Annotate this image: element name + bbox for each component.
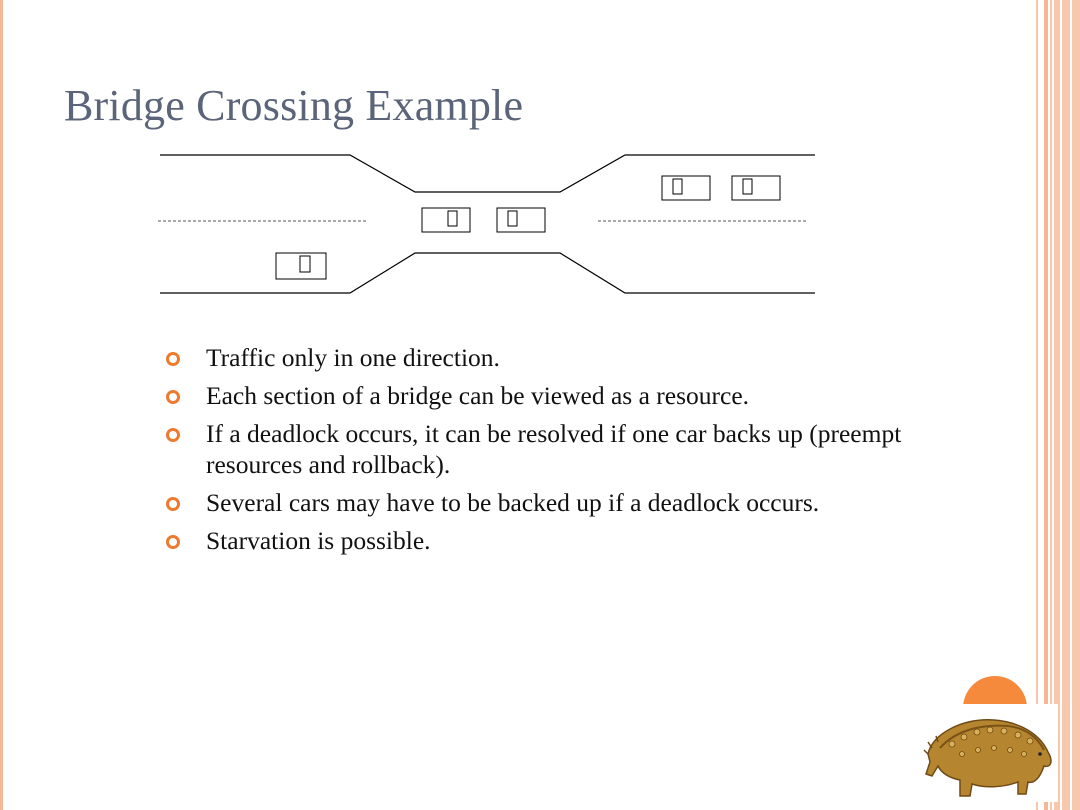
bullet-text: Traffic only in one direction. (206, 343, 500, 372)
bullet-item (166, 342, 956, 373)
bullet-text: Each section of a bridge can be viewed as a resource. (206, 381, 750, 410)
bullet-text: Starvation is possible. (206, 526, 431, 555)
ring-bullet-icon (166, 352, 180, 366)
car-icon (662, 176, 710, 200)
car-icon (732, 176, 780, 200)
right-decorative-stripes (1036, 0, 1080, 810)
bullet-item (166, 418, 956, 480)
bridge-diagram (150, 145, 830, 305)
ring-bullet-icon (166, 535, 180, 549)
left-border-stripe (0, 0, 3, 810)
road-top-edge (160, 155, 815, 192)
bullet-list (166, 342, 956, 563)
car-icon (497, 208, 545, 232)
dinosaur-icon (922, 704, 1058, 802)
car-icon (422, 208, 470, 232)
ring-bullet-icon (166, 390, 180, 404)
road-bottom-edge (160, 253, 815, 293)
bullet-text: Several cars may have to be backed up if a deadlock occurs. (206, 488, 820, 517)
car-icon (276, 253, 326, 279)
bullet-item (166, 380, 956, 411)
bullet-item (166, 487, 956, 518)
ring-bullet-icon (166, 497, 180, 511)
ring-bullet-icon (166, 428, 180, 442)
bullet-item (166, 525, 956, 556)
bullet-text: If a deadlock occurs, it can be resolved if one car backs up (preempt resources and rollback). (206, 419, 902, 479)
slide-title: Bridge Crossing Example (64, 81, 524, 130)
